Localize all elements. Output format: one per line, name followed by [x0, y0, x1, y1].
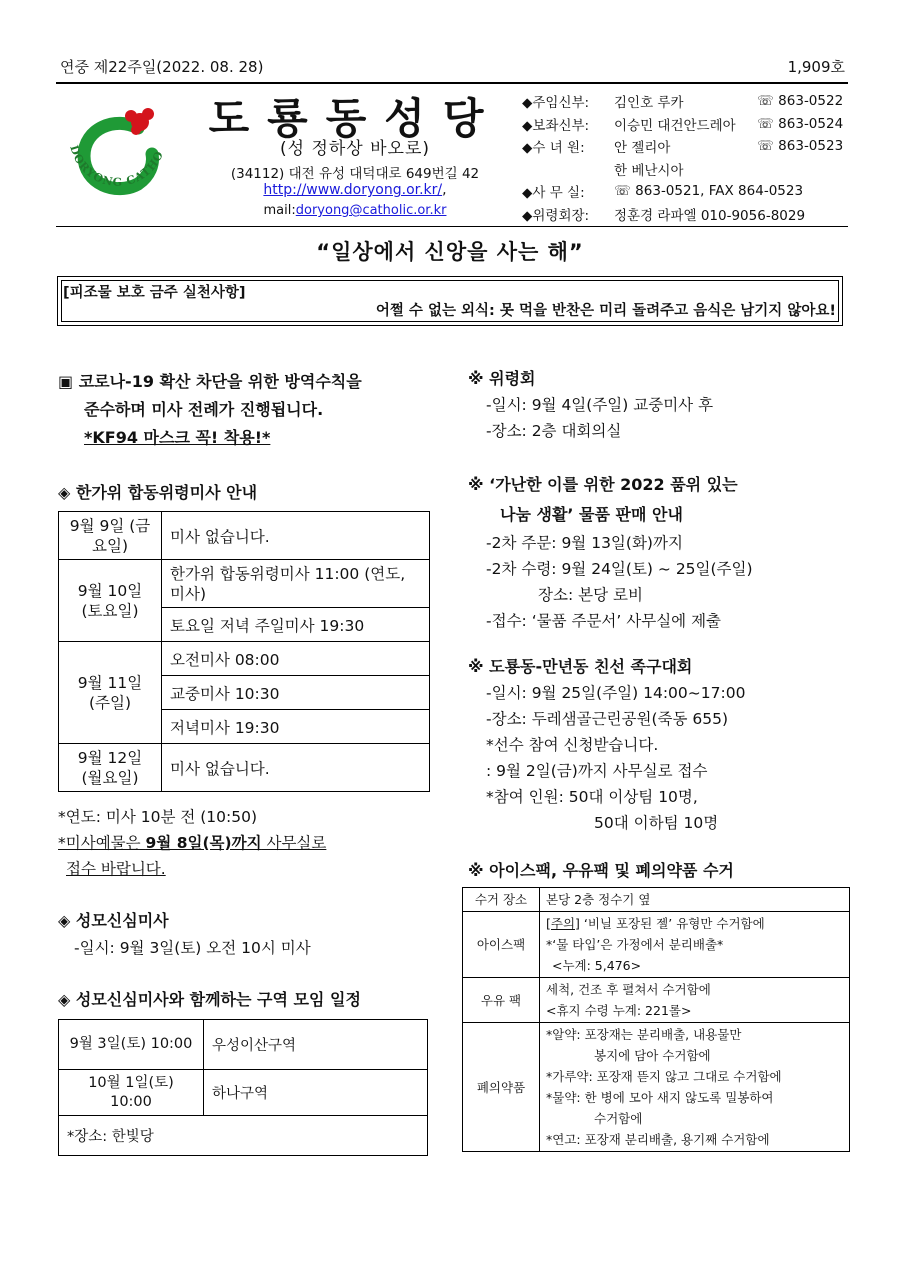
staff-phone: ☏ 863-0524	[757, 115, 844, 132]
event-cell: 미사 없습니다.	[162, 744, 430, 792]
sale-section	[468, 470, 848, 634]
staff-row	[522, 113, 852, 136]
soccer-deadline: : 9월 2일(금)까지 사무실로 접수	[486, 762, 708, 780]
parish-logo	[56, 92, 176, 220]
district-cell: 하나구역	[204, 1070, 428, 1116]
event-cell: 미사 없습니다.	[162, 512, 430, 560]
staff-name: 정훈경 라파엘 010-9056-8029	[614, 207, 806, 224]
staff-directory	[522, 90, 852, 225]
sale-submit: -접수: ‘물품 주문서’ 사무실에 제출	[486, 612, 722, 630]
wiryeong-title: ※ 위령회	[468, 369, 536, 388]
note-offering-a: *미사예물은	[58, 834, 146, 852]
staff-label: ◆사 무 실:	[522, 185, 585, 202]
soccer-apply: *선수 참여 신청받습니다.	[486, 736, 659, 754]
staff-name: 김인호 루카	[614, 95, 684, 112]
table-row	[463, 888, 850, 912]
district-cell: 우성이산구역	[204, 1020, 428, 1070]
ice-rule: ‘비닐 포장된 젤’ 유형만 수거함에	[579, 916, 765, 931]
covid-line-2: 준수하며 미사 전례가 진행됩니다.	[84, 400, 324, 419]
mail-line	[195, 203, 515, 218]
soccer-team-2: 50대 이하팀 10명	[594, 814, 719, 832]
website-link[interactable]: http://www.doryong.or.kr/	[263, 182, 443, 198]
med-powder: *가루약: 포장재 뜯지 않고 그대로 수거함에	[546, 1069, 782, 1084]
category-cell: 폐의약품	[463, 1023, 540, 1152]
sale-order: -2차 주문: 9월 13일(화)까지	[486, 534, 683, 552]
mail-label: mail:	[263, 203, 296, 218]
date-cell: 9월 11일 (주일)	[59, 642, 162, 744]
issue-number: 1,909호	[787, 58, 845, 76]
website-suffix: ,	[442, 182, 447, 198]
patron-saint: (성 정하상 바오로)	[279, 139, 431, 159]
chuseok-mass-table	[58, 511, 430, 792]
soccer-team-1: *참여 인원: 50대 이상팀 10명,	[486, 788, 698, 806]
category-cell: 아이스팩	[463, 912, 540, 978]
recycle-title: ※ 아이스팩, 우유팩 및 폐의약품 수거	[468, 861, 734, 880]
table-row	[59, 642, 430, 676]
covid-notice	[58, 368, 448, 452]
svg-text:DORYONG CATHOLIC: DORYONG CATHO	[67, 143, 167, 189]
wiryeong-section	[468, 366, 848, 444]
event-cell: 오전미사 08:00	[162, 642, 430, 676]
table-row	[59, 1020, 428, 1070]
sale-pickup: -2차 수령: 9월 24일(토) ~ 25일(주일)	[486, 560, 753, 578]
note-yeondo: *연도: 미사 10분 전 (10:50)	[58, 808, 258, 826]
value-cell	[540, 1023, 850, 1152]
category-cell: 우유 팩	[463, 978, 540, 1023]
table-row	[463, 912, 850, 978]
parish-address: (34112) 대전 유성 대덕대로 649번길 42	[230, 166, 480, 182]
parish-name: 도룡동성당	[208, 94, 502, 143]
event-cell: 토요일 저녁 주일미사 19:30	[162, 608, 430, 642]
med-liquid: *물약: 한 병에 모아 새지 않도록 밀봉하여	[546, 1090, 774, 1105]
note-offering	[58, 830, 326, 856]
event-cell: 한가위 합동위령미사 11:00 (연도, 미사)	[162, 560, 430, 608]
note-offering-c: 사무실로	[261, 834, 327, 852]
ice-total: <누계: 5,476>	[552, 958, 642, 973]
mask-notice: *KF94 마스크 꼭! 착용!*	[84, 428, 271, 447]
med-ointment: *연고: 포장재 분리배출, 용기째 수거함에	[546, 1132, 770, 1147]
staff-row	[522, 158, 852, 181]
staff-row	[522, 90, 852, 113]
table-row	[463, 978, 850, 1023]
staff-phone: ☏ 863-0522	[757, 93, 844, 110]
staff-name: 이승민 대건안드레아	[614, 117, 736, 134]
med-liquid-2: 수거함에	[594, 1111, 643, 1126]
med-pill: *알약: 포장재는 분리배출, 내용물만	[546, 1027, 742, 1042]
staff-label: ◆보좌신부:	[522, 117, 590, 134]
website-line	[195, 182, 515, 198]
milk-total: <휴지 수령 누계: 221롤>	[546, 1003, 692, 1018]
wiryeong-place: -장소: 2층 대회의실	[486, 422, 622, 440]
date-cell: 9월 12일 (월요일)	[59, 744, 162, 792]
category-cell: 수거 장소	[463, 888, 540, 912]
note-receipt-text: 접수 바랍니다.	[66, 860, 166, 878]
ice-caution: [주의]	[546, 916, 580, 931]
soccer-place: -장소: 두레샘골근린공원(죽동 655)	[486, 710, 729, 728]
yearly-theme: “일상에서 신앙을 사는 해”	[316, 240, 584, 264]
volume-date: 연중 제22주일(2022. 08. 28)	[60, 58, 264, 76]
district-meeting-table	[58, 1019, 428, 1156]
milk-rule: 세척, 건조 후 펼쳐서 수거함에	[546, 982, 711, 997]
sale-place: 장소: 본당 로비	[538, 586, 643, 604]
staff-label: ◆위령회장:	[522, 207, 590, 224]
practice-title: [피조물 보호 금주 실천사항]	[63, 285, 246, 301]
date-cell: 9월 9일 (금요일)	[59, 512, 162, 560]
sale-title-1: ※ ‘가난한 이를 위한 2022 품위 있는	[468, 475, 738, 494]
date-cell: 10월 1일(토) 10:00	[59, 1070, 204, 1116]
soccer-section	[468, 654, 848, 836]
wiryeong-time: -일시: 9월 4일(주일) 교중미사 후	[486, 396, 714, 414]
mail-link[interactable]: doryong@catholic.or.kr	[295, 203, 447, 218]
med-pill-2: 봉지에 담아 수거함에	[594, 1048, 711, 1063]
value-cell: 본당 2층 정수기 옆	[540, 888, 850, 912]
note-offering-deadline: 9월 8일(목)까지	[145, 834, 262, 852]
practice-box	[57, 276, 843, 326]
table-row	[59, 1070, 428, 1116]
chuseok-notes	[58, 804, 326, 882]
soccer-title: ※ 도룡동-만년동 친선 족구대회	[468, 657, 693, 676]
event-cell: 교중미사 10:30	[162, 676, 430, 710]
date-cell: 9월 3일(토) 10:00	[59, 1020, 204, 1070]
staff-phone: ☏ 863-0523	[757, 138, 844, 155]
district-title: ◈ 성모신심미사와 함께하는 구역 모임 일정	[58, 990, 361, 1009]
event-cell: 저녁미사 19:30	[162, 710, 430, 744]
staff-row	[522, 180, 852, 203]
first-saturday-line: -일시: 9월 3일(토) 오전 10시 미사	[74, 939, 311, 957]
recycle-table	[462, 887, 850, 1152]
table-row	[59, 560, 430, 608]
table-row	[59, 744, 430, 792]
date-cell: 9월 10일 (토요일)	[59, 560, 162, 642]
staff-name: 한 베난시아	[614, 162, 684, 179]
staff-name: 안 젤리아	[614, 140, 671, 157]
ice-note: *‘물 타입’은 가정에서 분리배출*	[546, 937, 724, 952]
note-receipt	[58, 856, 326, 882]
value-cell	[540, 912, 850, 978]
header-bottom-rule	[56, 226, 848, 227]
table-row	[463, 1023, 850, 1152]
staff-label: ◆수 녀 원:	[522, 140, 585, 157]
staff-label: ◆주임신부:	[522, 95, 590, 112]
practice-text: 어쩔 수 없는 외식: 못 먹을 반찬은 미리 돌려주고 음식은 남기지 않아요!	[375, 303, 836, 319]
table-row	[59, 1116, 428, 1156]
first-saturday-title: ◈ 성모신심미사	[58, 911, 169, 930]
value-cell	[540, 978, 850, 1023]
place-cell: *장소: 한빛당	[59, 1116, 428, 1156]
staff-row	[522, 135, 852, 158]
sale-title-2: 나눔 생활’ 물품 판매 안내	[500, 505, 683, 524]
table-row	[59, 512, 430, 560]
chuseok-title: ◈ 한가위 합동위령미사 안내	[58, 483, 258, 502]
covid-line-1: ▣ 코로나-19 확산 차단을 위한 방역수칙을	[58, 372, 362, 391]
header-rule	[56, 82, 848, 84]
staff-row	[522, 203, 852, 226]
staff-name: ☏ 863-0521, FAX 864-0523	[614, 183, 804, 200]
soccer-time: -일시: 9월 25일(주일) 14:00~17:00	[486, 684, 746, 702]
